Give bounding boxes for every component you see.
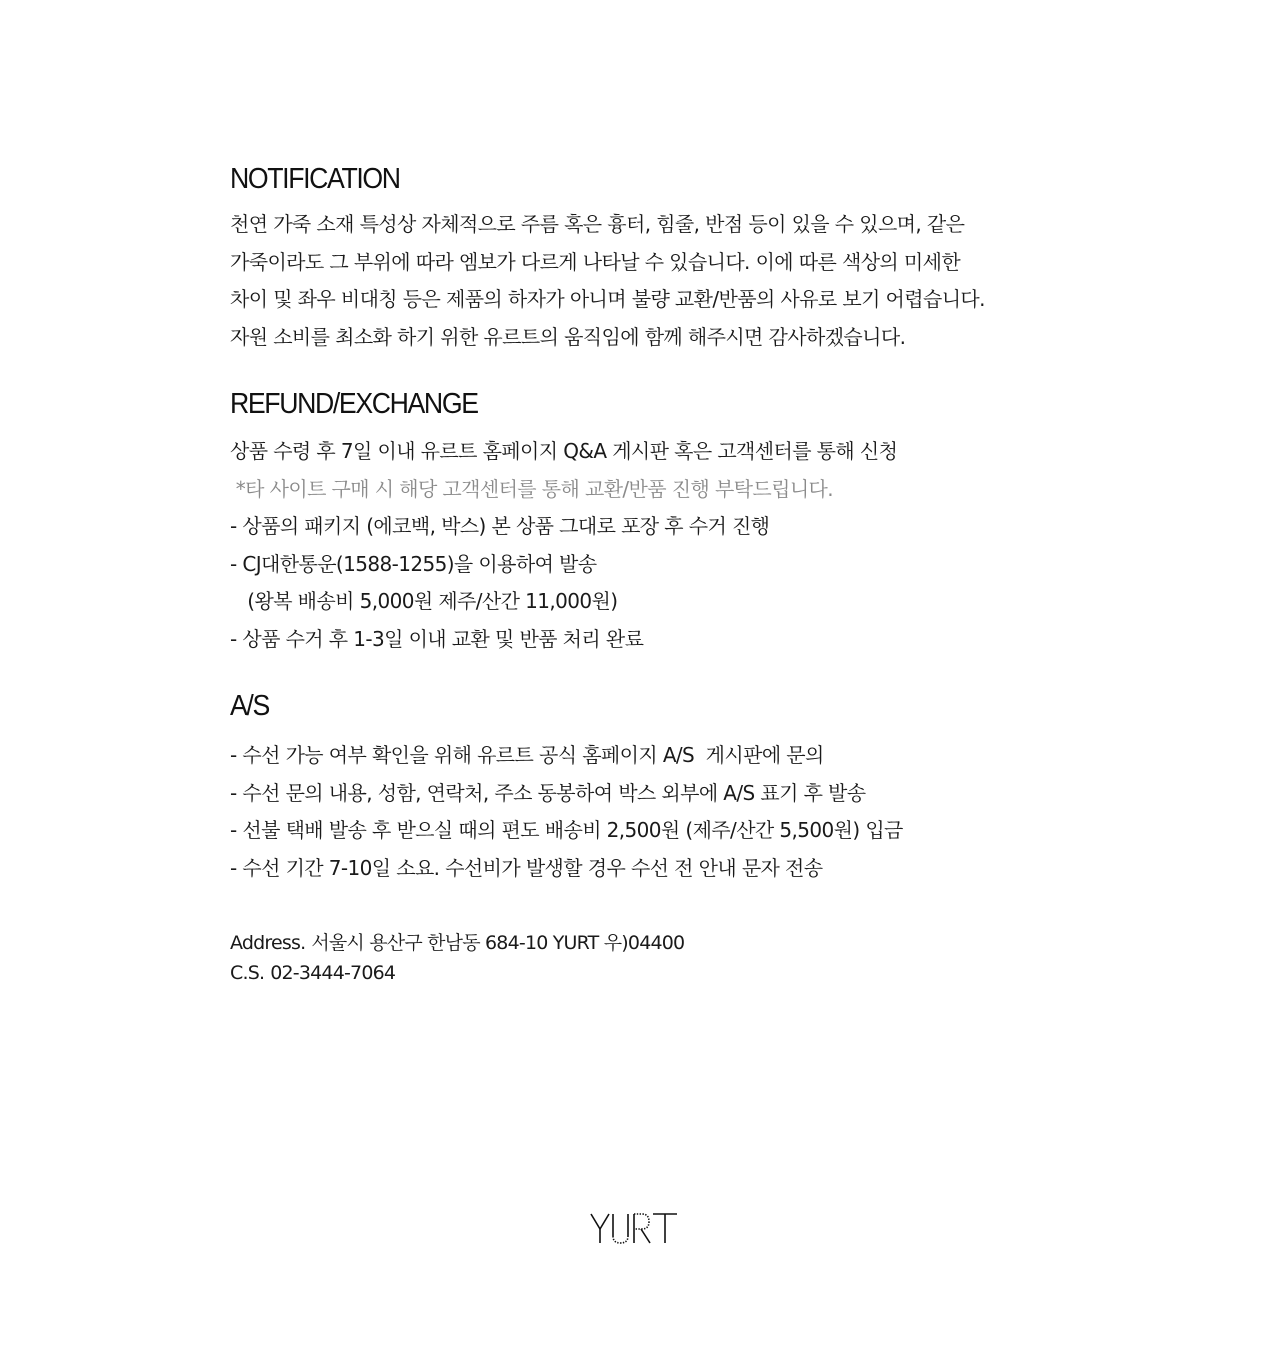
notification-section [230,160,985,356]
refund-exchange-list [230,433,897,659]
as-line: - 수선 기간 7-10일 소요. 수선비가 발생할 경우 수선 전 안내 문자 전송 [230,855,823,880]
as-list [230,737,903,887]
notification-line: 가죽이라도 그 부위에 따라 엠보가 다르게 나타날 수 있습니다. 이에 따른 색상의 미세한 [230,249,961,274]
refund-line: - 상품 수거 후 1-3일 이내 교환 및 반품 처리 완료 [230,626,644,651]
address-label: Address. [230,932,306,954]
notification-line: 차이 및 좌우 비대칭 등은 제품의 하자가 아니며 불량 교환/반품의 사유로 보기 어렵습니다. [230,287,985,312]
contact-info [230,928,684,988]
address-value: 서울시 용산구 한남동 684-10 YURT 우)04400 [311,932,685,954]
notification-text [230,206,985,356]
address-row [230,928,684,958]
notification-line: 천연 가죽 소재 특성상 자체적으로 주름 혹은 흉터, 힘줄, 반점 등이 있을 수 있으며, 같은 [230,212,965,236]
cs-row [230,958,684,988]
refund-line: 상품 수령 후 7일 이내 유르트 홈페이지 Q&A 게시판 혹은 고객센터를 통해 신청 [230,439,898,463]
refund-exchange-section [230,385,897,659]
refund-note: *타 사이트 구매 시 해당 고객센터를 통해 교환/반품 진행 부탁드립니다. [230,476,834,501]
as-title: A/S [230,690,269,722]
refund-line: - CJ대한통운(1588-1255)을 이용하여 발송 [230,551,597,576]
yurt-logo [590,1212,678,1246]
yurt-logo-mark [590,1212,678,1246]
refund-line: (왕복 배송비 5,000원 제주/산간 11,000원) [230,589,618,614]
refund-line: - 상품의 패키지 (에코백, 박스) 본 상품 그대로 포장 후 수거 진행 [230,514,770,539]
notification-title: NOTIFICATION [230,163,400,195]
as-section [230,687,903,887]
refund-exchange-title: REFUND/EXCHANGE [230,388,478,420]
cs-label: C.S. [230,962,265,984]
as-line: - 수선 문의 내용, 성함, 연락처, 주소 동봉하여 박스 외부에 A/S 표기 후 발송 [230,780,866,805]
as-line: - 선불 택배 발송 후 받으실 때의 편도 배송비 2,500원 (제주/산간 5,500원) 입금 [230,818,903,843]
notification-line: 자원 소비를 최소화 하기 위한 유르트의 움직임에 함께 해주시면 감사하겠습니다. [230,324,906,349]
as-line: - 수선 가능 여부 확인을 위해 유르트 공식 홈페이지 A/S 게시판에 문의 [230,743,824,767]
cs-phone: 02-3444-7064 [270,962,396,984]
